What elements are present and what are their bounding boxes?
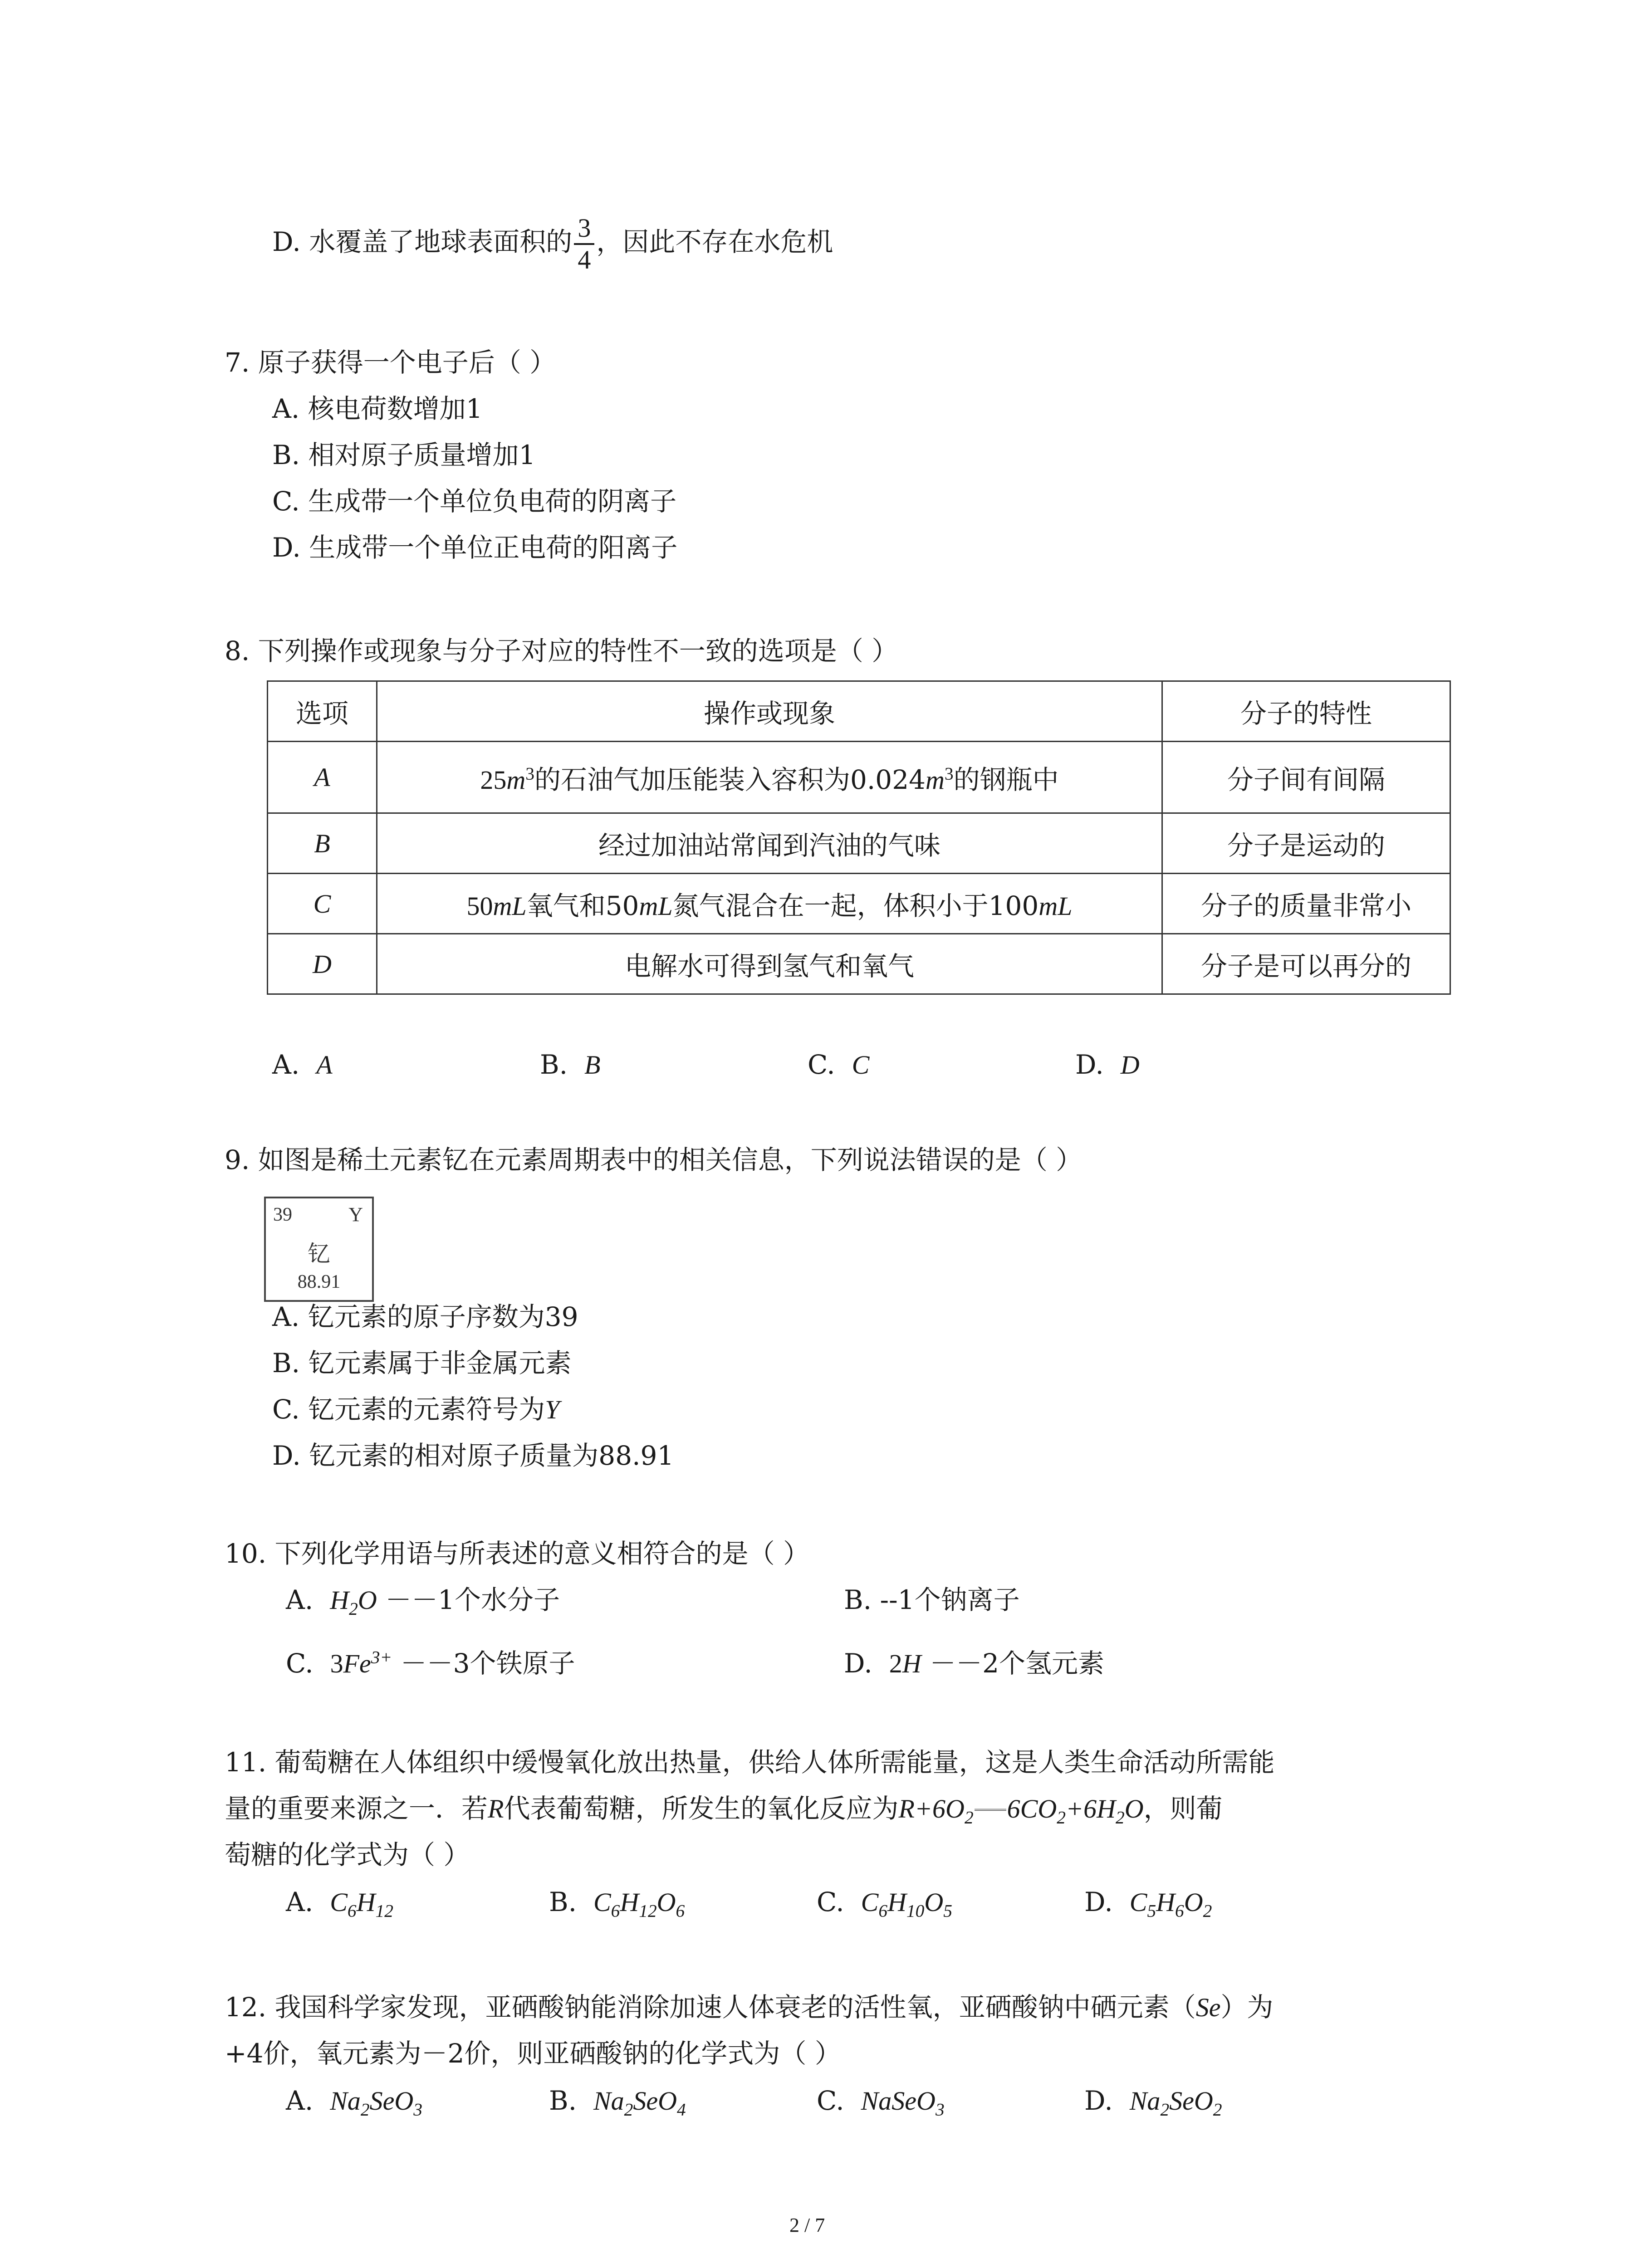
- row-phenomenon: 经过加油站常闻到汽油的气味: [377, 813, 1162, 874]
- row-phenomenon: $25m^3$的石油气加压能装入容积为$0.024m^3$的钢瓶中: [377, 742, 1162, 813]
- table-row: [268, 742, 1450, 813]
- q11-option-c: C. $C_6H_{10}O_5$: [817, 1887, 952, 1921]
- q12-line2: +4价，氧元素为－2价，则亚硒酸钠的化学式为（ ）: [225, 2038, 841, 2069]
- row-phenomenon: 电解水可得到氢气和氧气: [377, 934, 1162, 994]
- page-number: 2 / 7: [789, 2214, 825, 2236]
- formula-fe3: $Fe^{3+}$: [343, 1647, 392, 1678]
- row-option: D: [268, 934, 377, 994]
- q7-stem: 7. 原子获得一个电子后（ ）: [225, 347, 556, 378]
- q11-option-a: A. $C_6H_{12}$: [286, 1887, 393, 1921]
- formula-h: H: [902, 1649, 921, 1678]
- row-option: B: [268, 813, 377, 874]
- q9-stem: 9. 如图是稀土元素钇在元素周期表中的相关信息，下列说法错误的是（ ）: [225, 1144, 1083, 1175]
- element-number: 39: [273, 1204, 292, 1225]
- q7-option-c: C. 生成带一个单位负电荷的阴离子: [272, 486, 677, 517]
- header-option: 选项: [268, 681, 377, 742]
- q10-option-d: D. 2H －－2个氢元素: [844, 1648, 1104, 1679]
- q9-option-d: D. 钇元素的相对原子质量为88.91: [272, 1440, 674, 1471]
- q9-option-c: C. 钇元素的元素符号为Y: [272, 1394, 560, 1425]
- q12-option-d: D. $Na_2SeO_2$: [1084, 2085, 1222, 2120]
- row-property: 分子间有间隔: [1162, 742, 1450, 813]
- q8-answer-a: A. A: [272, 1049, 333, 1080]
- table-row: [268, 813, 1450, 874]
- row-property: 分子是可以再分的: [1162, 934, 1450, 994]
- table-row: [268, 934, 1450, 994]
- reaction-equation: $R+6O_2$ $6CO_2+6H_2O$: [898, 1794, 1144, 1828]
- element-tile: [264, 1197, 374, 1302]
- element-symbol: Y: [348, 1203, 363, 1226]
- row-phenomenon: 50mL氧气和50mL氮气混合在一起，体积小于100mL: [377, 874, 1162, 934]
- q10-option-a: A. $H_2O --1$个水分子: [286, 1584, 560, 1619]
- row-property: 分子的质量非常小: [1162, 874, 1450, 934]
- q6-option-d: [272, 213, 833, 275]
- q8-answer-b: B. B: [540, 1049, 601, 1080]
- formula-h2o: $H_2O$: [330, 1585, 377, 1619]
- q11-option-b: B. $C_6H_{12}O_6$: [549, 1887, 685, 1921]
- q7-option-b: B. 相对原子质量增加1: [272, 440, 536, 470]
- q9-option-b: B. 钇元素属于非金属元素: [272, 1348, 572, 1378]
- q8-answer-c: C. C: [808, 1049, 870, 1080]
- q7-option-a: A. 核电荷数增加1: [272, 393, 483, 424]
- q12-option-b: B. $Na_2SeO_4$: [549, 2085, 686, 2120]
- table-row: [268, 874, 1450, 934]
- element-mass: 88.91: [297, 1271, 341, 1292]
- row-property: 分子是运动的: [1162, 813, 1450, 874]
- row-option: C: [268, 874, 377, 934]
- q6-option-d-post: ，因此不存在水危机: [596, 226, 833, 258]
- q12-option-c: C. NaSeO$_3$: [817, 2085, 945, 2120]
- q8-stem: 8. 下列操作或现象与分子对应的特性不一致的选项是（ ）: [225, 635, 898, 666]
- table-header-row: [268, 681, 1450, 742]
- q11-line3: 萄糖的化学式为（ ）: [225, 1839, 470, 1870]
- q12-line1: 12. 我国科学家发现，亚硒酸钠能消除加速人体衰老的活性氧，亚硒酸钠中硒元素（Se）为: [225, 1992, 1274, 2023]
- fraction-numerator: 3: [574, 213, 594, 245]
- equals-sign: [975, 1809, 1006, 1814]
- q11-line1: 11. 葡萄糖在人体组织中缓慢氧化放出热量，供给人体所需能量，这是人类生命活动所需能: [225, 1747, 1275, 1778]
- q10-stem: 10. 下列化学用语与所表述的意义相符合的是（ ）: [225, 1538, 810, 1569]
- q11-line2: 量的重要来源之一．若R代表葡萄糖，所发生的氧化反应为$R+6O_2$ $6CO_2+6H_2O$，则葡: [225, 1793, 1223, 1828]
- q7-option-d: D. 生成带一个单位正电荷的阳离子: [272, 532, 678, 563]
- q9-option-a: A. 钇元素的原子序数为39: [272, 1301, 578, 1332]
- q10-option-c: C. $3Fe^{3+} --3$个铁原子: [286, 1647, 575, 1679]
- fraction-denominator: 4: [578, 245, 591, 274]
- element-name: 钇: [308, 1241, 330, 1267]
- fraction: [574, 213, 594, 275]
- row-option: A: [268, 742, 377, 813]
- q10-option-b: B. --1个钠离子: [844, 1584, 1020, 1615]
- q11-option-d: D. $C_5H_6O_2$: [1084, 1887, 1212, 1921]
- q6-option-d-pre: D. 水覆盖了地球表面积的: [272, 226, 573, 258]
- q8-table: [267, 680, 1451, 995]
- q12-option-a: A. $Na_2SeO_3$: [286, 2085, 422, 2120]
- header-phenomenon: 操作或现象: [377, 681, 1162, 742]
- header-property: 分子的特性: [1162, 681, 1450, 742]
- q8-answer-d: D. D: [1075, 1049, 1140, 1080]
